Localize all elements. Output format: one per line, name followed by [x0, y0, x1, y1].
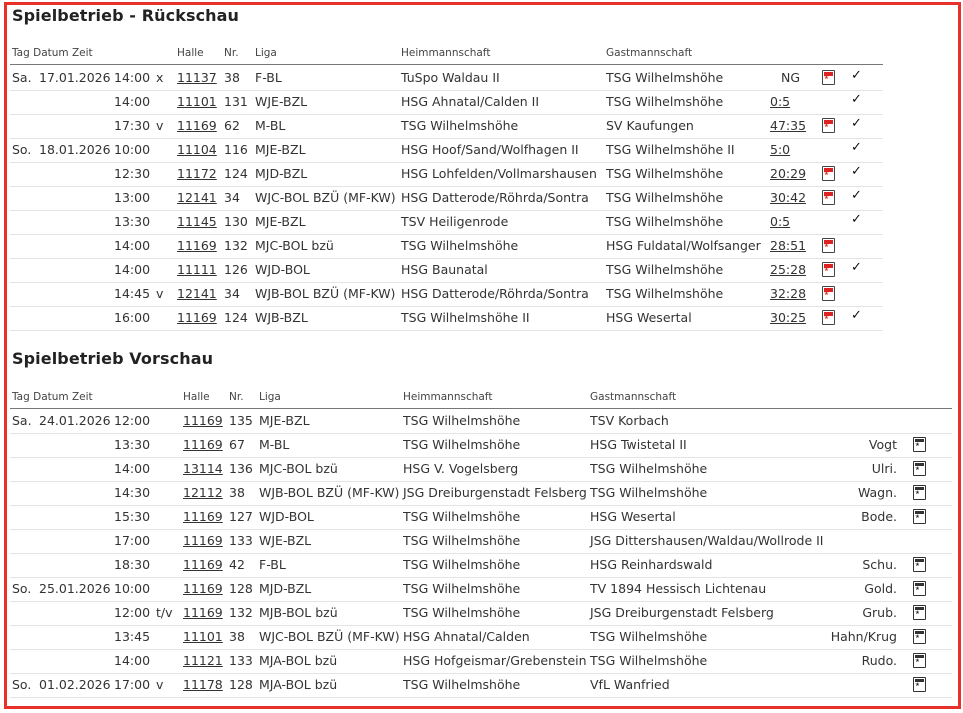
hall-link[interactable]: 11111: [177, 262, 217, 277]
home-team-cell: TSV Heiligenrode: [401, 214, 509, 229]
hall-link[interactable]: 11169: [177, 118, 217, 133]
day-cell: So.: [12, 677, 32, 692]
result-link[interactable]: 25:28: [770, 262, 807, 277]
game-number-cell: 116: [224, 142, 248, 157]
home-team-cell: HSG Baunatal: [401, 262, 488, 277]
game-number-cell: 124: [224, 310, 248, 325]
home-team-cell: JSG Dreiburgenstadt Felsberg: [403, 485, 587, 500]
game-number-cell: 128: [229, 677, 253, 692]
pdf-report-icon[interactable]: [822, 118, 835, 133]
game-number-cell: 126: [224, 262, 248, 277]
league-cell: MJA-BOL bzü: [259, 677, 338, 692]
home-team-cell: TSG Wilhelmshöhe: [403, 581, 521, 596]
guest-team-cell: HSG Fuldatal/Wolfsanger: [606, 238, 761, 253]
guest-team-cell: TV 1894 Hessisch Lichtenau: [590, 581, 767, 596]
guest-team-cell: TSG Wilhelmshöhe: [590, 461, 708, 476]
hall-link[interactable]: 11121: [183, 653, 223, 668]
table-row: [10, 457, 952, 482]
hall-link[interactable]: 11104: [177, 142, 217, 157]
review-header-guest: Gastmannschaft: [606, 47, 693, 59]
pdf-report-icon[interactable]: [822, 310, 835, 325]
preview-header-date: Tag Datum Zeit: [12, 391, 93, 403]
hall-link[interactable]: 11169: [183, 557, 223, 572]
home-team-cell: TSG Wilhelmshöhe: [403, 437, 521, 452]
referee-cell: Ulri.: [871, 461, 897, 476]
home-team-cell: TSG Wilhelmshöhe: [403, 605, 521, 620]
guest-team-cell: TSG Wilhelmshöhe II: [606, 142, 735, 157]
referee-cell: Hahn/Krug: [830, 629, 897, 644]
guest-team-cell: TSG Wilhelmshöhe: [606, 70, 724, 85]
flag-cell: x: [156, 70, 164, 85]
hall-link[interactable]: 13114: [183, 461, 223, 476]
league-cell: WJB-BZL: [255, 310, 308, 325]
game-number-cell: 130: [224, 214, 248, 229]
hall-link[interactable]: 12141: [177, 190, 217, 205]
hall-link[interactable]: 11137: [177, 70, 217, 85]
review-title: Spielbetrieb - Rückschau: [12, 6, 240, 25]
flag-cell: v: [156, 286, 164, 301]
result-link[interactable]: 47:35: [770, 118, 807, 133]
time-cell: 14:00: [114, 653, 151, 668]
checkmark-icon: ✓: [851, 212, 862, 227]
league-cell: MJE-BZL: [259, 413, 310, 428]
league-cell: MJE-BZL: [255, 142, 306, 157]
review-header-date: Tag Datum Zeit: [12, 47, 93, 59]
table-row: [10, 433, 952, 458]
result-link[interactable]: 20:29: [770, 166, 807, 181]
time-cell: 12:30: [114, 166, 151, 181]
referee-cell: Rudo.: [861, 653, 897, 668]
league-cell: WJB-BOL BZÜ (MF-KW): [255, 286, 396, 301]
table-row: [10, 258, 883, 283]
home-team-cell: TuSpo Waldau II: [401, 70, 500, 85]
guest-team-cell: TSG Wilhelmshöhe: [606, 190, 724, 205]
guest-team-cell: TSG Wilhelmshöhe: [606, 214, 724, 229]
game-number-cell: 34: [224, 190, 240, 205]
hall-link[interactable]: 11169: [177, 310, 217, 325]
league-cell: MJB-BOL bzü: [259, 605, 338, 620]
home-team-cell: TSG Wilhelmshöhe: [403, 557, 521, 572]
pdf-report-icon[interactable]: [822, 166, 835, 181]
table-row: [10, 210, 883, 235]
time-cell: 17:00: [114, 533, 151, 548]
league-cell: MJD-BZL: [259, 581, 312, 596]
review-header-line: [10, 64, 883, 65]
game-number-cell: 133: [229, 533, 253, 548]
pdf-document-icon[interactable]: [913, 437, 926, 452]
hall-link[interactable]: 11101: [177, 94, 217, 109]
time-cell: 13:30: [114, 214, 151, 229]
result-link[interactable]: 28:51: [770, 238, 807, 253]
review-header-home: Heimmannschaft: [401, 47, 491, 59]
table-row: [10, 162, 883, 187]
table-row: [10, 66, 883, 91]
hall-link[interactable]: 11169: [183, 533, 223, 548]
league-cell: F-BL: [259, 557, 286, 572]
preview-header-home: Heimmannschaft: [403, 391, 493, 403]
table-row: [10, 553, 952, 578]
game-number-cell: 67: [229, 437, 245, 452]
league-cell: MJC-BOL bzü: [259, 461, 338, 476]
game-number-cell: 124: [224, 166, 248, 181]
preview-header-guest: Gastmannschaft: [590, 391, 677, 403]
day-cell: So.: [12, 142, 32, 157]
date-cell: 18.01.2026: [39, 142, 111, 157]
checkmark-icon: ✓: [851, 140, 862, 155]
guest-team-cell: JSG Dittershausen/Waldau/Wollrode II: [590, 533, 824, 548]
time-cell: 13:45: [114, 629, 151, 644]
time-cell: 18:30: [114, 557, 151, 572]
table-row: [10, 114, 883, 139]
hall-link[interactable]: 11172: [177, 166, 217, 181]
day-cell: Sa.: [12, 70, 32, 85]
hall-link[interactable]: 11145: [177, 214, 217, 229]
pdf-document-icon[interactable]: [913, 557, 926, 572]
league-cell: WJB-BOL BZÜ (MF-KW): [259, 485, 400, 500]
date-cell: 01.02.2026: [39, 677, 111, 692]
pdf-report-icon[interactable]: [822, 262, 835, 277]
league-cell: WJE-BZL: [255, 94, 308, 109]
game-number-cell: 133: [229, 653, 253, 668]
home-team-cell: TSG Wilhelmshöhe: [403, 413, 521, 428]
pdf-document-icon[interactable]: [913, 653, 926, 668]
pdf-document-icon[interactable]: [913, 629, 926, 644]
game-number-cell: 132: [229, 605, 253, 620]
guest-team-cell: TSG Wilhelmshöhe: [590, 485, 708, 500]
date-cell: 17.01.2026: [39, 70, 111, 85]
time-cell: 10:00: [114, 142, 151, 157]
time-cell: 15:30: [114, 509, 151, 524]
league-cell: M-BL: [259, 437, 290, 452]
checkmark-icon: ✓: [851, 164, 862, 179]
flag-cell: v: [156, 118, 164, 133]
pdf-document-icon[interactable]: [913, 581, 926, 596]
guest-team-cell: HSG Wesertal: [590, 509, 676, 524]
preview-title: Spielbetrieb Vorschau: [12, 349, 214, 368]
guest-team-cell: HSG Reinhardswald: [590, 557, 713, 572]
game-number-cell: 135: [229, 413, 253, 428]
checkmark-icon: ✓: [851, 116, 862, 131]
league-cell: MJD-BZL: [255, 166, 308, 181]
review-header-league: Liga: [255, 47, 277, 59]
hall-link[interactable]: 11169: [177, 238, 217, 253]
home-team-cell: HSG Ahnatal/Calden II: [401, 94, 540, 109]
result-link[interactable]: 30:25: [770, 310, 807, 325]
review-header-hall: Halle: [177, 47, 204, 59]
time-cell: 14:30: [114, 485, 151, 500]
guest-team-cell: TSG Wilhelmshöhe: [606, 166, 724, 181]
table-row: [10, 138, 883, 163]
day-cell: Sa.: [12, 413, 32, 428]
table-row: [10, 282, 883, 307]
time-cell: 13:30: [114, 437, 151, 452]
checkmark-icon: ✓: [851, 92, 862, 107]
guest-team-cell: SV Kaufungen: [606, 118, 694, 133]
date-cell: 25.01.2026: [39, 581, 111, 596]
hall-link[interactable]: 12141: [177, 286, 217, 301]
table-row: [10, 505, 952, 530]
pdf-report-icon[interactable]: [822, 286, 835, 301]
time-cell: 13:00: [114, 190, 151, 205]
time-cell: 12:00: [114, 605, 151, 620]
game-number-cell: 131: [224, 94, 248, 109]
time-cell: 10:00: [114, 581, 151, 596]
game-number-cell: 136: [229, 461, 253, 476]
review-header-nr: Nr.: [224, 47, 239, 59]
table-row: [10, 481, 952, 506]
date-cell: 24.01.2026: [39, 413, 111, 428]
checkmark-icon: ✓: [851, 188, 862, 203]
table-row: [10, 409, 952, 434]
guest-team-cell: TSG Wilhelmshöhe: [590, 653, 708, 668]
result-link[interactable]: 0:5: [770, 214, 791, 229]
guest-team-cell: TSG Wilhelmshöhe: [590, 629, 708, 644]
referee-cell: Wagn.: [857, 485, 897, 500]
guest-team-cell: TSG Wilhelmshöhe: [606, 262, 724, 277]
pdf-report-icon[interactable]: [822, 190, 835, 205]
hall-link[interactable]: 12112: [183, 485, 223, 500]
time-cell: 14:00: [114, 238, 151, 253]
referee-cell: Vogt: [868, 437, 897, 452]
preview-header-nr: Nr.: [229, 391, 244, 403]
table-row: [10, 601, 952, 626]
day-cell: So.: [12, 581, 32, 596]
home-team-cell: HSG V. Vogelsberg: [403, 461, 519, 476]
home-team-cell: HSG Datterode/Röhrda/Sontra: [401, 286, 589, 301]
table-row: [10, 649, 952, 674]
home-team-cell: HSG Hoof/Sand/Wolfhagen II: [401, 142, 579, 157]
home-team-cell: HSG Lohfelden/Vollmarshausen: [401, 166, 597, 181]
time-cell: 12:00: [114, 413, 151, 428]
table-row: [10, 625, 952, 650]
preview-header-league: Liga: [259, 391, 281, 403]
league-cell: WJC-BOL BZÜ (MF-KW): [259, 629, 400, 644]
flag-cell: v: [156, 677, 164, 692]
guest-team-cell: JSG Dreiburgenstadt Felsberg: [590, 605, 774, 620]
table-row: [10, 529, 952, 554]
time-cell: 17:30: [114, 118, 151, 133]
game-number-cell: 38: [229, 485, 245, 500]
league-cell: WJE-BZL: [259, 533, 312, 548]
league-cell: WJD-BOL: [255, 262, 310, 277]
time-cell: 14:00: [114, 461, 151, 476]
pdf-document-icon[interactable]: [913, 509, 926, 524]
guest-team-cell: VfL Wanfried: [590, 677, 670, 692]
home-team-cell: TSG Wilhelmshöhe: [401, 238, 519, 253]
game-number-cell: 132: [224, 238, 248, 253]
hall-link[interactable]: 11169: [183, 581, 223, 596]
time-cell: 16:00: [114, 310, 151, 325]
time-cell: 14:00: [114, 94, 151, 109]
home-team-cell: TSG Wilhelmshöhe: [403, 677, 521, 692]
flag-cell: t/v: [156, 605, 173, 620]
result-link[interactable]: 5:0: [770, 142, 791, 157]
hall-link[interactable]: 11178: [183, 677, 223, 692]
time-cell: 17:00: [114, 677, 151, 692]
hall-link[interactable]: 11101: [183, 629, 223, 644]
hall-link[interactable]: 11169: [183, 437, 223, 452]
table-row: [10, 186, 883, 211]
pdf-document-icon[interactable]: [913, 461, 926, 476]
referee-cell: Schu.: [862, 557, 897, 572]
guest-team-cell: HSG Twistetal II: [590, 437, 687, 452]
time-cell: 14:00: [114, 70, 151, 85]
checkmark-icon: ✓: [851, 260, 862, 275]
pdf-report-icon[interactable]: [822, 70, 835, 85]
league-cell: MJA-BOL bzü: [259, 653, 338, 668]
game-number-cell: 34: [224, 286, 240, 301]
league-cell: WJC-BOL BZÜ (MF-KW): [255, 190, 396, 205]
hall-link[interactable]: 11169: [183, 509, 223, 524]
result-cell: NG: [781, 70, 801, 85]
result-link[interactable]: 30:42: [770, 190, 807, 205]
pdf-report-icon[interactable]: [822, 238, 835, 253]
game-number-cell: 42: [229, 557, 245, 572]
guest-team-cell: TSG Wilhelmshöhe: [606, 94, 724, 109]
checkmark-icon: ✓: [851, 68, 862, 83]
table-row: [10, 234, 883, 259]
game-number-cell: 38: [224, 70, 240, 85]
league-cell: MJE-BZL: [255, 214, 306, 229]
referee-cell: Bode.: [861, 509, 897, 524]
table-row: [10, 673, 952, 698]
home-team-cell: TSG Wilhelmshöhe: [401, 118, 519, 133]
home-team-cell: HSG Ahnatal/Calden: [403, 629, 530, 644]
home-team-cell: TSG Wilhelmshöhe II: [401, 310, 530, 325]
table-row: [10, 90, 883, 115]
time-cell: 14:00: [114, 262, 151, 277]
league-cell: F-BL: [255, 70, 282, 85]
table-row: [10, 306, 883, 331]
result-link[interactable]: 32:28: [770, 286, 807, 301]
game-number-cell: 38: [229, 629, 245, 644]
home-team-cell: TSG Wilhelmshöhe: [403, 533, 521, 548]
league-cell: MJC-BOL bzü: [255, 238, 334, 253]
hall-link[interactable]: 11169: [183, 605, 223, 620]
guest-team-cell: TSV Korbach: [590, 413, 669, 428]
home-team-cell: TSG Wilhelmshöhe: [403, 509, 521, 524]
hall-link[interactable]: 11169: [183, 413, 223, 428]
result-link[interactable]: 0:5: [770, 94, 791, 109]
game-number-cell: 62: [224, 118, 240, 133]
guest-team-cell: TSG Wilhelmshöhe: [606, 286, 724, 301]
table-row: [10, 577, 952, 602]
guest-team-cell: HSG Wesertal: [606, 310, 692, 325]
home-team-cell: HSG Hofgeismar/Grebenstein: [403, 653, 587, 668]
game-number-cell: 127: [229, 509, 253, 524]
league-cell: M-BL: [255, 118, 286, 133]
pdf-document-icon[interactable]: [913, 605, 926, 620]
referee-cell: Gold.: [864, 581, 897, 596]
game-number-cell: 128: [229, 581, 253, 596]
referee-cell: Grub.: [862, 605, 897, 620]
time-cell: 14:45: [114, 286, 151, 301]
home-team-cell: HSG Datterode/Röhrda/Sontra: [401, 190, 589, 205]
pdf-document-icon[interactable]: [913, 485, 926, 500]
preview-header-hall: Halle: [183, 391, 210, 403]
league-cell: WJD-BOL: [259, 509, 314, 524]
checkmark-icon: ✓: [851, 308, 862, 323]
pdf-document-icon[interactable]: [913, 677, 926, 692]
